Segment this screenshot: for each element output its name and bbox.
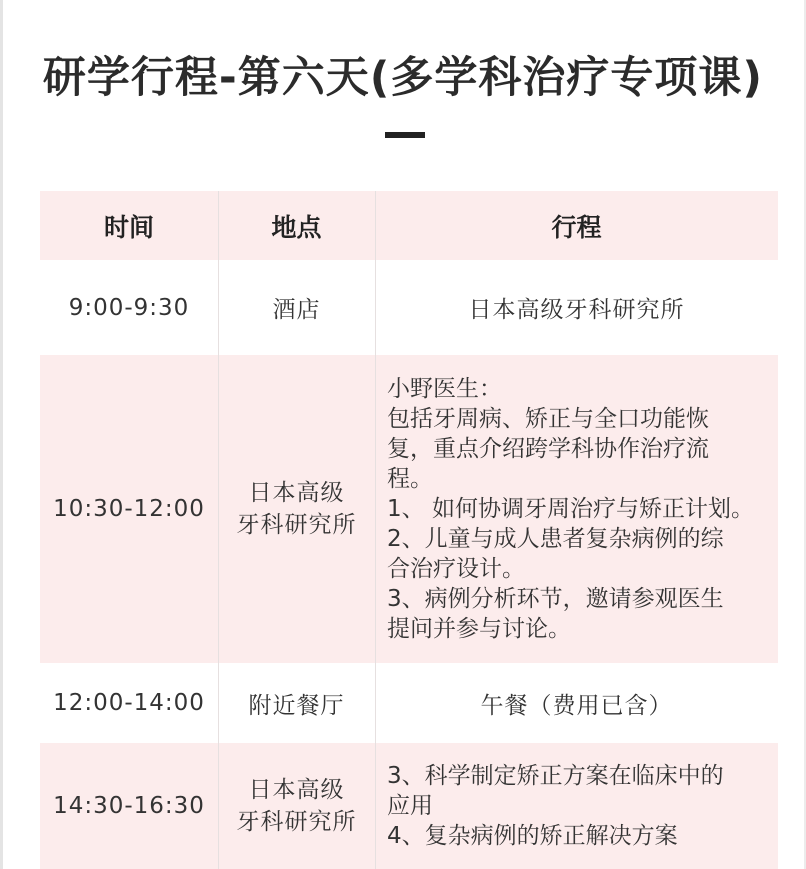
place-cell <box>218 355 375 663</box>
table-row <box>40 260 778 355</box>
place-cell <box>218 743 375 869</box>
itinerary-line: 包括牙周病、矫正与全口功能恢 <box>387 406 709 432</box>
place-line: 牙科研究所 <box>236 512 357 538</box>
itinerary-cell <box>375 743 778 869</box>
header-itinerary: 行程 <box>551 212 602 242</box>
table-row <box>40 663 778 743</box>
time-cell: 10:30-12:00 <box>53 496 205 522</box>
itinerary-line: 3、科学制定矫正方案在临床中的 <box>387 763 724 789</box>
title-underline <box>385 132 425 138</box>
itinerary-line: 4、复杂病例的矫正解决方案 <box>387 823 678 849</box>
place-line: 日本高级 <box>248 777 345 803</box>
place-line: 日本高级 <box>248 480 345 506</box>
itinerary-cell <box>375 355 778 663</box>
itinerary-cell: 午餐（费用已含） <box>480 692 673 719</box>
left-border <box>0 0 3 869</box>
itinerary-line: 合治疗设计。 <box>387 556 525 582</box>
table-row <box>40 355 778 663</box>
itinerary-line: 程。 <box>387 466 433 492</box>
itinerary-line: 2、儿童与成人患者复杂病例的综 <box>387 526 724 552</box>
time-cell: 14:30-16:30 <box>53 793 205 819</box>
page-title: 研学行程-第六天(多学科治疗专项课) <box>42 53 764 103</box>
itinerary-line: 3、病例分析环节，邀请参观医生 <box>387 586 724 612</box>
time-cell: 9:00-9:30 <box>68 294 190 321</box>
column-divider-2 <box>375 191 376 869</box>
column-divider-1 <box>218 191 219 869</box>
header-place: 地点 <box>271 212 322 242</box>
itinerary-line: 提问并参与讨论。 <box>387 616 571 642</box>
itinerary-line: 1、 如何协调牙周治疗与矫正计划。 <box>387 496 754 522</box>
itinerary-cell: 日本高级牙科研究所 <box>468 297 685 323</box>
itinerary-line: 小野医生： <box>387 376 502 402</box>
place-cell: 酒店 <box>272 297 321 323</box>
schedule-table <box>40 191 778 869</box>
time-cell: 12:00-14:00 <box>53 690 205 716</box>
place-line: 牙科研究所 <box>236 809 357 835</box>
header-time: 时间 <box>103 212 154 242</box>
place-cell: 附近餐厅 <box>248 692 345 719</box>
table-row <box>40 743 778 869</box>
itinerary-line: 复，重点介绍跨学科协作治疗流 <box>387 436 709 462</box>
itinerary-line: 应用 <box>387 793 433 819</box>
table-header-row <box>40 191 778 260</box>
